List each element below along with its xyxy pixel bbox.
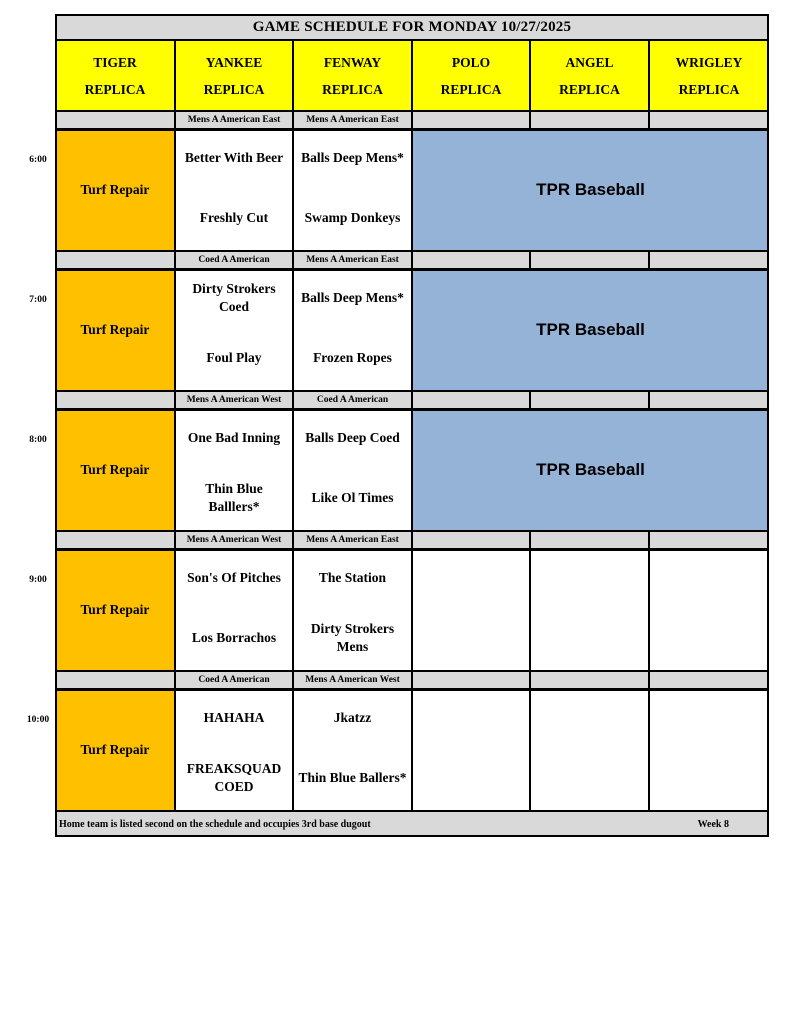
away-team: Son's Of Pitches: [187, 570, 281, 585]
time-label: 6:00: [29, 155, 47, 165]
home-team: Swamp Donkeys: [304, 210, 401, 225]
field-name: POLO: [451, 54, 491, 70]
grid-line: [55, 14, 57, 837]
schedule-title: GAME SCHEDULE FOR MONDAY 10/27/2025: [55, 14, 769, 40]
game-cell-yankee: [175, 269, 293, 391]
game-cell-fenway: [293, 409, 412, 531]
turf-repair-block: Turf Repair: [55, 689, 175, 811]
field-name: TIGER: [93, 54, 137, 70]
empty-cell-wrigley: [649, 689, 769, 811]
home-team: Dirty Strokers Mens: [310, 621, 395, 654]
division-label-fenway: Mens A American East: [293, 531, 412, 549]
away-team: The Station: [318, 570, 387, 585]
grid-line: [648, 111, 650, 129]
home-team: Freshly Cut: [199, 210, 269, 225]
grid-line: [648, 391, 650, 409]
game-cell-fenway: [293, 129, 412, 251]
field-sub: REPLICA: [559, 81, 620, 97]
grid-line: [529, 111, 531, 129]
field-header-angel: [530, 40, 649, 111]
grid-line: [648, 251, 650, 269]
grid-line: [529, 531, 531, 811]
field-sub: REPLICA: [203, 81, 265, 97]
grid-line: [767, 14, 769, 837]
game-cell-fenway: [293, 269, 412, 391]
division-label-yankee: Coed A American: [175, 671, 293, 689]
division-label-fenway: Coed A American: [293, 391, 412, 409]
field-sub: REPLICA: [440, 81, 502, 97]
time-label: 7:00: [29, 295, 47, 305]
division-label-fenway: Mens A American East: [293, 251, 412, 269]
away-team: HAHAHA: [203, 710, 265, 725]
field-name: WRIGLEY: [675, 54, 743, 70]
field-name: YANKEE: [205, 54, 263, 70]
footer-note: Home team is listed second on the schedule and occupies 3rd base dugout: [59, 818, 371, 830]
home-team: Thin Blue Ballers*: [298, 770, 407, 785]
away-team: Jkatzz: [333, 710, 372, 725]
empty-cell-polo: [412, 689, 530, 811]
empty-cell-wrigley: [649, 549, 769, 671]
empty-cell-angel: [530, 689, 649, 811]
grid-line: [55, 835, 769, 837]
home-team: Like Ol Times: [311, 490, 394, 505]
game-cell-yankee: [175, 129, 293, 251]
home-team: FREAKSQUAD COED: [186, 761, 282, 794]
time-label: 8:00: [29, 435, 47, 445]
division-label-yankee: Coed A American: [175, 251, 293, 269]
home-team: Foul Play: [206, 350, 262, 365]
empty-cell-angel: [530, 549, 649, 671]
field-header-yankee: [175, 40, 293, 111]
home-team: Los Borrachos: [191, 630, 277, 645]
field-sub: REPLICA: [322, 81, 383, 97]
away-team: Better With Beer: [184, 150, 284, 165]
turf-repair-block: Turf Repair: [55, 549, 175, 671]
week-label: Week 8: [697, 818, 729, 830]
field-header-tiger: [55, 40, 175, 111]
field-name: ANGEL: [565, 54, 614, 70]
field-name: FENWAY: [323, 54, 382, 70]
grid-line: [529, 391, 531, 409]
empty-cell-polo: [412, 549, 530, 671]
game-cell-yankee: [175, 409, 293, 531]
home-team: Thin Blue Balllers*: [205, 481, 263, 514]
grid-line: [292, 40, 294, 811]
field-sub: REPLICA: [678, 81, 740, 97]
field-header-polo: [412, 40, 530, 111]
grid-line: [529, 251, 531, 269]
away-team: Balls Deep Mens*: [301, 290, 404, 305]
tpr-baseball-block: TPR Baseball: [412, 409, 769, 531]
division-label-yankee: Mens A American West: [175, 531, 293, 549]
turf-repair-block: Turf Repair: [55, 129, 175, 251]
grid-line: [174, 40, 176, 811]
division-label-yankee: Mens A American West: [175, 391, 293, 409]
away-team: Balls Deep Mens*: [301, 150, 404, 165]
division-label-yankee: Mens A American East: [175, 111, 293, 129]
grid-line: [648, 40, 650, 111]
grid-line: [648, 531, 650, 811]
away-team: One Bad Inning: [187, 430, 281, 445]
field-sub: REPLICA: [84, 81, 146, 97]
home-team: Frozen Ropes: [313, 350, 392, 365]
field-header-wrigley: [649, 40, 769, 111]
away-team: Dirty Strokers Coed: [192, 281, 276, 314]
grid-line: [411, 40, 413, 811]
footer-row: [55, 811, 769, 837]
division-label-fenway: Mens A American West: [293, 671, 412, 689]
turf-repair-block: Turf Repair: [55, 269, 175, 391]
tpr-baseball-block: TPR Baseball: [412, 129, 769, 251]
game-cell-yankee: [175, 689, 293, 811]
game-cell-fenway: [293, 549, 412, 671]
tpr-baseball-block: TPR Baseball: [412, 269, 769, 391]
game-cell-fenway: [293, 689, 412, 811]
field-header-fenway: [293, 40, 412, 111]
grid-line: [55, 14, 769, 16]
division-label-fenway: Mens A American East: [293, 111, 412, 129]
time-label: 9:00: [29, 575, 47, 585]
time-label: 10:00: [26, 715, 50, 725]
game-cell-yankee: [175, 549, 293, 671]
schedule-table: [55, 14, 769, 837]
turf-repair-block: Turf Repair: [55, 409, 175, 531]
grid-line: [529, 40, 531, 111]
away-team: Balls Deep Coed: [305, 430, 400, 445]
